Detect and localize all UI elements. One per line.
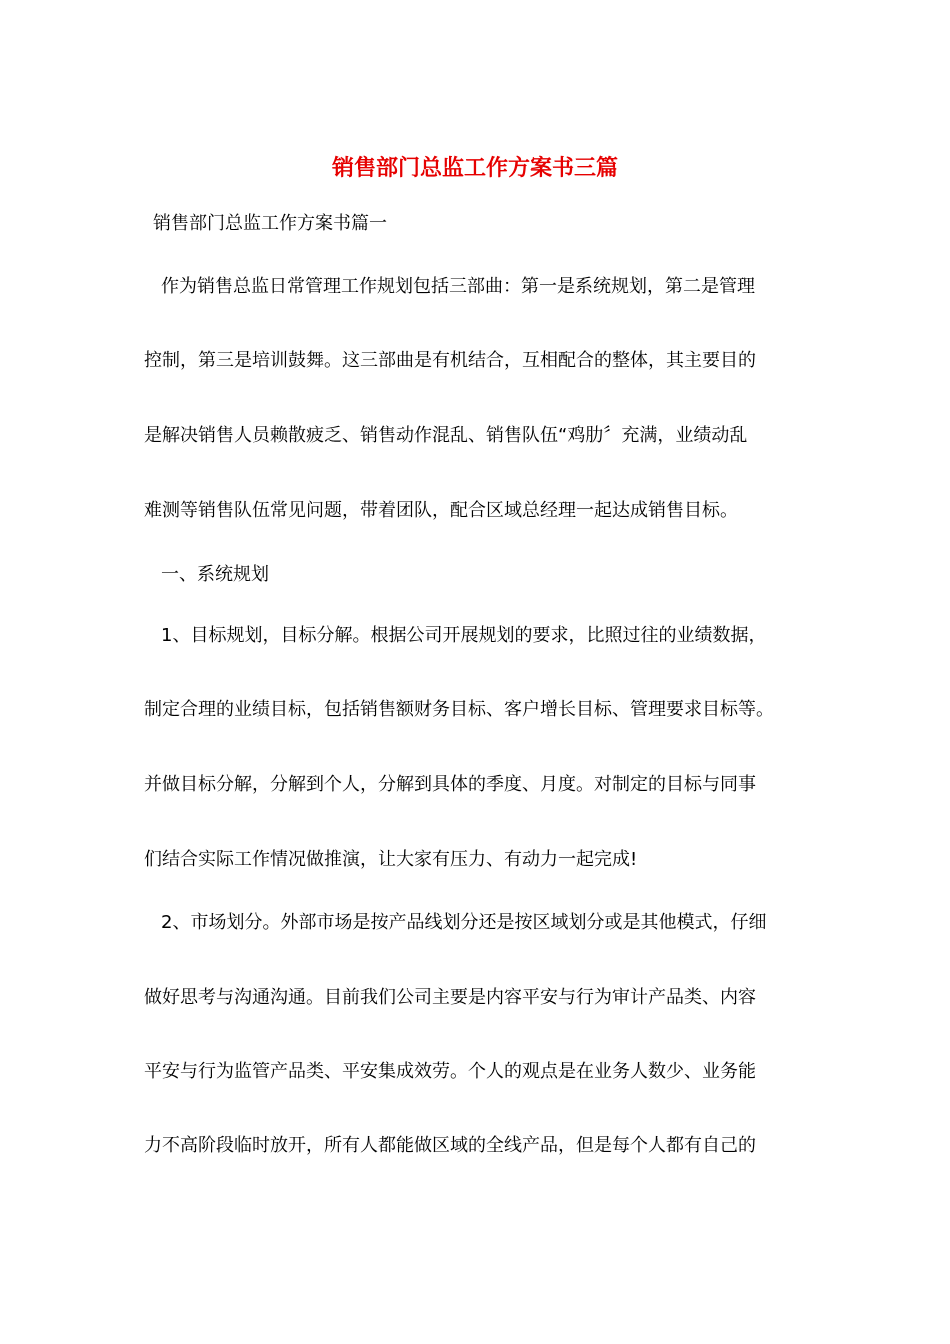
paragraph-line: 作为销售总监日常管理工作规划包括三部曲：第一是系统规划，第二是管理 [161,276,755,297]
section-heading: 一、系统规划 [161,564,269,585]
paragraph-line: 难测等销售队伍常见问题，带着团队，配合区域总经理一起达成销售目标。 [144,500,738,521]
paragraph-line: 制定合理的业绩目标，包括销售额财务目标、客户增长目标、管理要求目标等。 [144,699,774,720]
paragraph-line: 力不高阶段临时放开，所有人都能做区域的全线产品，但是每个人都有自己的 [144,1135,756,1156]
paragraph-line: 平安与行为监管产品类、平安集成效劳。个人的观点是在业务人数少、业务能 [144,1061,756,1082]
section-subtitle: 销售部门总监工作方案书篇一 [153,213,387,234]
paragraph-line: 是解决销售人员赖散疲乏、销售动作混乱、销售队伍“鸡肋〞充满，业绩动乱 [144,425,748,446]
paragraph-line: 们结合实际工作情况做推演，让大家有压力、有动力一起完成! [144,849,638,870]
paragraph-line: 控制，第三是培训鼓舞。这三部曲是有机结合，互相配合的整体，其主要目的 [144,350,756,371]
paragraph-line: 2、市场划分。外部市场是按产品线划分还是按区域划分或是其他模式，仔细 [161,912,767,933]
paragraph-line: 做好思考与沟通沟通。目前我们公司主要是内容平安与行为审计产品类、内容 [144,987,756,1008]
paragraph-line: 并做目标分解，分解到个人，分解到具体的季度、月度。对制定的目标与同事 [144,774,756,795]
paragraph-line: 1、目标规划，目标分解。根据公司开展规划的要求，比照过往的业绩数据， [161,625,767,646]
document-title: 销售部门总监工作方案书三篇 [331,155,618,181]
